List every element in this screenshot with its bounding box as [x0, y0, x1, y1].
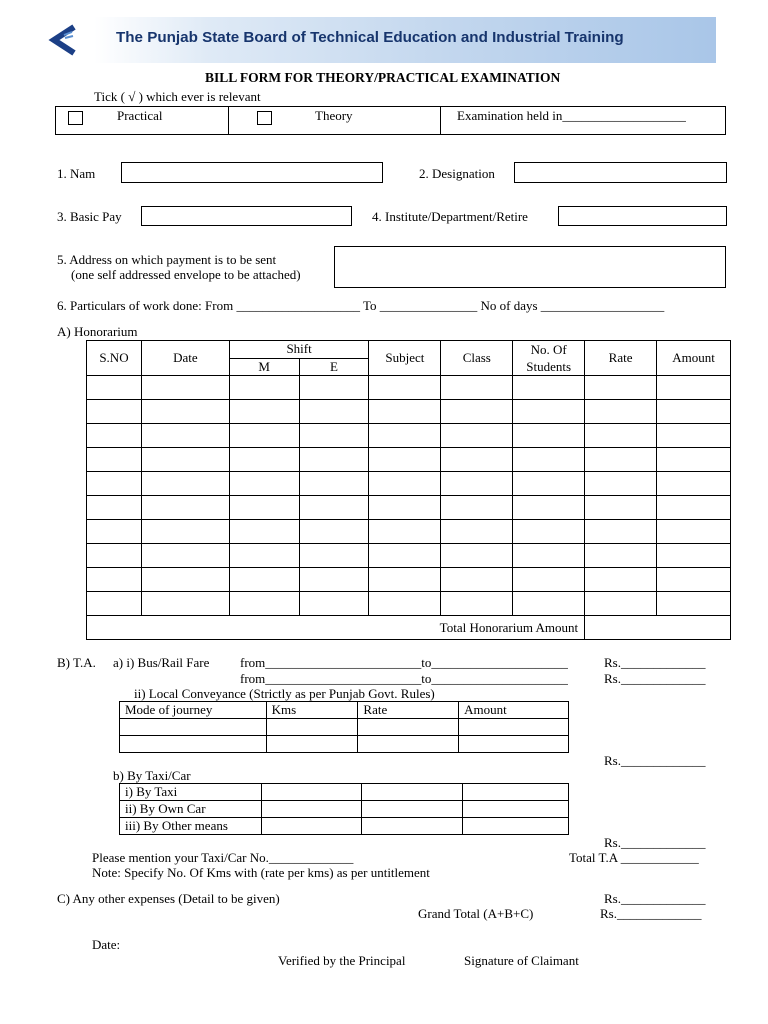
table-row[interactable]	[120, 736, 569, 753]
basic-pay-input[interactable]	[141, 206, 352, 226]
conveyance-table	[119, 701, 569, 753]
col-date: Date	[141, 341, 229, 376]
col-rate: Rate	[358, 702, 459, 719]
col-shift: Shift	[229, 341, 369, 359]
col-mode: Mode of journey	[120, 702, 267, 719]
bus-rail-label: a) i) Bus/Rail Fare	[113, 655, 210, 670]
address-input[interactable]	[334, 246, 726, 288]
taxi-table	[119, 783, 569, 835]
bus-rail-rs2[interactable]: Rs._____________	[604, 671, 706, 686]
other-means-label: iii) By Other means	[120, 818, 262, 835]
honorarium-heading: A) Honorarium	[57, 324, 138, 339]
table-row[interactable]	[87, 496, 731, 520]
org-title: The Punjab State Board of Technical Education and Industrial Training	[116, 29, 624, 46]
bus-rail-rs1[interactable]: Rs._____________	[604, 655, 706, 670]
taxi-car-no-field[interactable]: Please mention your Taxi/Car No._____________	[92, 850, 354, 865]
theory-label: Theory	[315, 108, 353, 123]
col-subject: Subject	[369, 341, 441, 376]
table-row[interactable]	[87, 400, 731, 424]
own-car-label: ii) By Own Car	[120, 801, 262, 818]
taxi-car-label: b) By Taxi/Car	[113, 768, 191, 783]
table-row[interactable]	[120, 784, 569, 801]
local-conveyance-label: ii) Local Conveyance (Strictly as per Punjab Govt. Rules)	[134, 686, 435, 701]
institute-input[interactable]	[558, 206, 727, 226]
tick-note: Tick ( √ ) which ever is relevant	[94, 89, 261, 104]
col-students: No. Of Students	[513, 341, 585, 376]
name-label: 1. Nam	[57, 166, 96, 181]
institute-label: 4. Institute/Department/Retire	[372, 209, 528, 224]
table-row[interactable]	[120, 801, 569, 818]
table-row[interactable]	[87, 472, 731, 496]
table-row[interactable]	[87, 448, 731, 472]
col-rate: Rate	[585, 341, 657, 376]
other-expenses-rs[interactable]: Rs._____________	[604, 891, 706, 906]
address-note: (one self addressed envelope to be attached)	[71, 267, 301, 282]
form-title: BILL FORM FOR THEORY/PRACTICAL EXAMINATION	[205, 70, 561, 85]
work-particulars[interactable]: 6. Particulars of work done: From ___________________ To _______________ No of days ___________________	[57, 298, 665, 313]
table-row[interactable]	[87, 424, 731, 448]
exam-held-field[interactable]: Examination held in___________________	[457, 108, 686, 123]
other-expenses-label: C) Any other expenses (Detail to be given)	[57, 891, 280, 906]
total-honorarium-label: Total Honorarium Amount	[87, 616, 585, 640]
col-amount: Amount	[657, 341, 731, 376]
theory-checkbox[interactable]	[257, 111, 272, 125]
basic-pay-label: 3. Basic Pay	[57, 209, 122, 224]
practical-checkbox[interactable]	[68, 111, 83, 125]
table-row[interactable]	[87, 568, 731, 592]
col-shift-e: E	[299, 358, 369, 376]
designation-label: 2. Designation	[419, 166, 495, 181]
name-input[interactable]	[121, 162, 383, 183]
col-shift-m: M	[229, 358, 299, 376]
verified-label: Verified by the Principal	[278, 953, 406, 968]
table-row[interactable]	[87, 376, 731, 400]
total-ta[interactable]: Total T.A ____________	[569, 850, 699, 865]
table-row[interactable]	[87, 592, 731, 616]
taxi-rs[interactable]: Rs._____________	[604, 835, 706, 850]
total-honorarium-value[interactable]	[585, 616, 731, 640]
col-sno: S.NO	[87, 341, 142, 376]
bus-rail-from1[interactable]: from________________________to_____________________	[240, 655, 568, 670]
conveyance-rs[interactable]: Rs._____________	[604, 753, 706, 768]
kms-note: Note: Specify No. Of Kms with (rate per kms) as per untitlement	[92, 865, 430, 880]
practical-label: Practical	[117, 108, 163, 123]
address-label: 5. Address on which payment is to be sent	[57, 252, 277, 267]
table-row[interactable]	[87, 544, 731, 568]
designation-input[interactable]	[514, 162, 727, 183]
grand-total-label: Grand Total (A+B+C)	[418, 906, 534, 921]
honorarium-table	[86, 340, 731, 640]
grand-total-rs[interactable]: Rs._____________	[600, 906, 702, 921]
table-row[interactable]	[120, 818, 569, 835]
col-kms: Kms	[266, 702, 358, 719]
ta-heading: B) T.A.	[57, 655, 96, 670]
signature-label: Signature of Claimant	[464, 953, 579, 968]
table-row[interactable]	[120, 719, 569, 736]
by-taxi-label: i) By Taxi	[120, 784, 262, 801]
table-row[interactable]	[87, 520, 731, 544]
col-class: Class	[441, 341, 513, 376]
date-label: Date:	[92, 937, 121, 952]
header-banner	[40, 17, 716, 63]
board-logo-icon	[46, 23, 82, 57]
col-amount: Amount	[459, 702, 569, 719]
bus-rail-from2[interactable]: from________________________to_____________________	[240, 671, 568, 686]
